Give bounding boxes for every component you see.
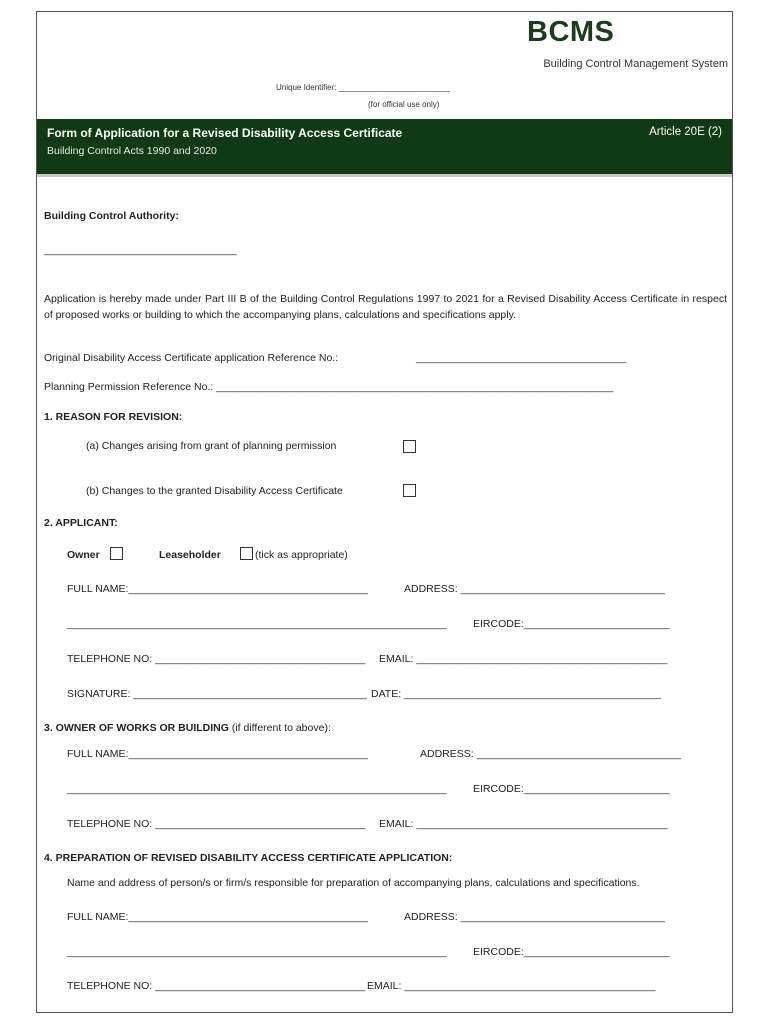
applicant-signature-field[interactable]: SIGNATURE: ________________________________________ — [67, 688, 367, 700]
preparer-eircode-field[interactable]: EIRCODE:_________________________ — [473, 946, 670, 958]
preparer-address-line[interactable]: _________________________________________________________________ — [67, 946, 447, 958]
reason-option-a-label: (a) Changes arising from grant of planning permission — [86, 440, 337, 452]
section-4-description: Name and address of person/s or firm/s responsible for preparation of accompanying plans, calculations and specifications. — [67, 877, 640, 889]
leaseholder-checkbox[interactable] — [240, 547, 253, 560]
applicant-telephone-field[interactable]: TELEPHONE NO: ____________________________________ — [67, 653, 366, 665]
applicant-address-line[interactable]: _________________________________________________________________ — [67, 618, 447, 630]
reason-option-a-checkbox[interactable] — [403, 440, 416, 453]
form-title-banner — [37, 119, 732, 177]
unique-identifier-field: Unique Identifier: _________________________ — [276, 83, 450, 92]
reason-option-b-checkbox[interactable] — [403, 484, 416, 497]
section-2-heading: 2. APPLICANT: — [44, 517, 118, 529]
reason-option-b-label: (b) Changes to the granted Disability Access Certificate — [86, 485, 343, 497]
leaseholder-label: Leaseholder — [159, 549, 221, 561]
applicant-eircode-field[interactable]: EIRCODE:_________________________ — [473, 618, 670, 630]
owner-label: Owner — [67, 549, 100, 561]
section-4-heading: 4. PREPARATION OF REVISED DISABILITY ACCESS CERTIFICATE APPLICATION: — [44, 852, 453, 864]
owner-address-field[interactable]: ADDRESS: ___________________________________ — [420, 748, 681, 760]
section-3-heading: 3. OWNER OF WORKS OR BUILDING (if different to above): — [44, 722, 331, 734]
original-reference-label: Original Disability Access Certificate application Reference No.: — [44, 352, 339, 364]
planning-reference-field[interactable]: Planning Permission Reference No.: ____________________________________________________________________ — [44, 381, 614, 393]
preparer-telephone-field[interactable]: TELEPHONE NO: ____________________________________ — [67, 980, 366, 992]
owner-checkbox[interactable] — [110, 547, 123, 560]
section-1-heading: 1. REASON FOR REVISION: — [44, 411, 183, 423]
preparer-address-field[interactable]: ADDRESS: ___________________________________ — [404, 911, 665, 923]
preparer-email-field[interactable]: EMAIL: ___________________________________________ — [367, 980, 656, 992]
article-reference: Article 20E (2) — [649, 126, 722, 138]
original-reference-input-line[interactable]: ____________________________________ — [416, 352, 627, 364]
applicant-date-field[interactable]: DATE: ____________________________________________ — [371, 688, 662, 700]
authority-input-line[interactable]: _________________________________ — [44, 244, 237, 256]
logo-subtitle: Building Control Management System — [543, 58, 728, 70]
authority-label: Building Control Authority: — [44, 210, 179, 222]
applicant-email-field[interactable]: EMAIL: ___________________________________________ — [379, 653, 668, 665]
owner-eircode-field[interactable]: EIRCODE:_________________________ — [473, 783, 670, 795]
form-title: Form of Application for a Revised Disability Access Certificate — [47, 126, 403, 140]
owner-telephone-field[interactable]: TELEPHONE NO: ____________________________________ — [67, 818, 366, 830]
bcms-logo: BCMS — [527, 16, 615, 48]
owner-email-field[interactable]: EMAIL: ___________________________________________ — [379, 818, 668, 830]
applicant-address-field[interactable]: ADDRESS: ___________________________________ — [404, 583, 665, 595]
preparer-full-name-field[interactable]: FULL NAME:_________________________________________ — [67, 911, 368, 923]
owner-address-line[interactable]: _________________________________________________________________ — [67, 783, 447, 795]
owner-full-name-field[interactable]: FULL NAME:_________________________________________ — [67, 748, 368, 760]
applicant-full-name-field[interactable]: FULL NAME:_________________________________________ — [67, 583, 368, 595]
application-statement: Application is hereby made under Part III B of the Building Control Regulations 1997 to 2021 for a Revised Disability Access Certificate in respect of proposed works or building to which the accompanying plans, calculations and specifications apply. — [44, 293, 727, 321]
tick-note: (tick as appropriate) — [255, 549, 348, 561]
form-subtitle: Building Control Acts 1990 and 2020 — [47, 145, 217, 157]
official-use-note: (for official use only) — [368, 100, 440, 109]
